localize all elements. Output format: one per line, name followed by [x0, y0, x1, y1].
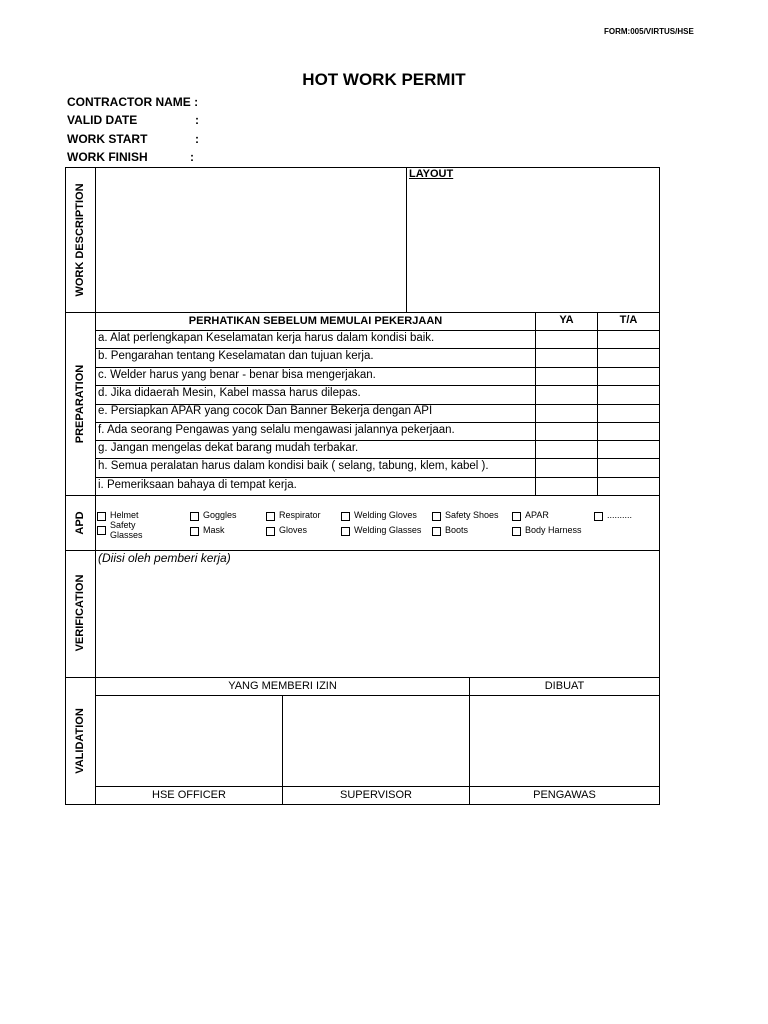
checkbox-icon[interactable]: [97, 526, 106, 535]
apd-mask[interactable]: Mask: [190, 525, 225, 536]
valid-date-colon: :: [195, 113, 199, 127]
work-description-field[interactable]: [96, 168, 406, 312]
apd-safety-glasses[interactable]: Safety Glasses: [97, 520, 154, 540]
apd-apar[interactable]: APAR: [512, 510, 549, 521]
contractor-name-label: CONTRACTOR NAME :: [67, 95, 199, 109]
checkbox-icon[interactable]: [266, 527, 275, 536]
work-start-label: WORK START: [67, 132, 148, 146]
dibuat-header: DIBUAT: [544, 680, 585, 692]
layout-label: LAYOUT: [409, 168, 454, 180]
checkbox-icon[interactable]: [512, 512, 521, 521]
column-ya: YA: [559, 314, 574, 326]
hse-officer-label: HSE OFFICER: [152, 789, 226, 801]
apd-safety-shoes[interactable]: Safety Shoes: [432, 510, 499, 521]
work-finish-label: WORK FINISH: [67, 150, 148, 164]
section-work-description: WORK DESCRIPTION: [74, 183, 86, 297]
checkbox-icon[interactable]: [190, 512, 199, 521]
checkbox-icon[interactable]: [512, 527, 521, 536]
yang-memberi-izin-header: YANG MEMBERI IZIN: [228, 680, 337, 692]
checkbox-icon[interactable]: [190, 527, 199, 536]
page-title: HOT WORK PERMIT: [302, 70, 466, 89]
valid-date-label: VALID DATE: [67, 113, 138, 127]
section-validation: VALIDATION: [74, 708, 86, 774]
pengawas-label: PENGAWAS: [533, 789, 596, 801]
apd-other[interactable]: ..........: [594, 510, 632, 521]
verification-note: (Diisi oleh pemberi kerja): [98, 551, 231, 565]
prep-item: g. Jangan mengelas dekat barang mudah terbakar.: [98, 442, 359, 454]
checkbox-icon[interactable]: [341, 527, 350, 536]
apd-welding-glasses[interactable]: Welding Glasses: [341, 525, 421, 536]
apd-body-harness[interactable]: Body Harness: [512, 525, 582, 536]
apd-gloves[interactable]: Gloves: [266, 525, 307, 536]
prep-item: f. Ada seorang Pengawas yang selalu mengawasi jalannya pekerjaan.: [98, 424, 455, 436]
prep-item: i. Pemeriksaan bahaya di tempat kerja.: [98, 479, 297, 491]
prep-item: e. Persiapkan APAR yang cocok Dan Banner Bekerja dengan API: [98, 405, 433, 417]
hse-officer-signature-box[interactable]: [96, 696, 282, 786]
apd-respirator[interactable]: Respirator: [266, 510, 321, 521]
checkbox-icon[interactable]: [341, 512, 350, 521]
layout-field[interactable]: [407, 184, 659, 312]
checkbox-icon[interactable]: [266, 512, 275, 521]
work-finish-colon: :: [190, 150, 194, 164]
prep-item: d. Jika didaerah Mesin, Kabel massa harus dilepas.: [98, 387, 361, 399]
form-code: FORM:005/VIRTUS/HSE: [604, 27, 694, 36]
section-verification: VERIFICATION: [74, 574, 86, 652]
supervisor-label: SUPERVISOR: [340, 789, 412, 801]
column-ta: T/A: [619, 314, 638, 326]
apd-goggles[interactable]: Goggles: [190, 510, 237, 521]
checkbox-icon[interactable]: [432, 512, 441, 521]
section-preparation: PREPARATION: [74, 364, 86, 444]
section-apd: APD: [74, 511, 86, 535]
prep-item: a. Alat perlengkapan Keselamatan kerja harus dalam kondisi baik.: [98, 332, 435, 344]
pengawas-signature-box[interactable]: [470, 696, 659, 786]
checkbox-icon[interactable]: [594, 512, 603, 521]
apd-welding-gloves[interactable]: Welding Gloves: [341, 510, 417, 521]
checkbox-icon[interactable]: [432, 527, 441, 536]
preparation-heading: PERHATIKAN SEBELUM MEMULAI PEKERJAAN: [188, 315, 443, 327]
prep-item: c. Welder harus yang benar - benar bisa mengerjakan.: [98, 369, 376, 381]
apd-helmet[interactable]: Helmet: [97, 510, 139, 521]
supervisor-signature-box[interactable]: [283, 696, 469, 786]
prep-item: b. Pengarahan tentang Keselamatan dan tujuan kerja.: [98, 350, 374, 362]
work-start-colon: :: [195, 132, 199, 146]
apd-boots[interactable]: Boots: [432, 525, 468, 536]
prep-item: h. Semua peralatan harus dalam kondisi baik ( selang, tabung, klem, kabel ).: [98, 460, 489, 472]
